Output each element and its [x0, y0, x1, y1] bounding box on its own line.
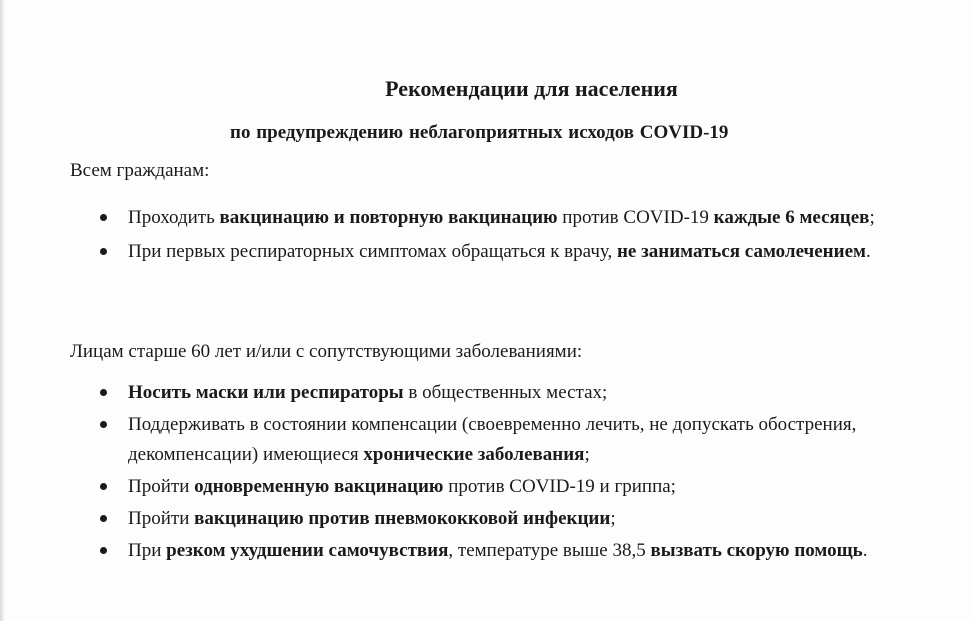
item-bold-text: не заниматься самолечением — [616, 241, 866, 262]
bullet-icon — [100, 515, 107, 522]
bullet-icon — [100, 248, 107, 255]
bullet-icon — [100, 421, 107, 428]
list-item — [98, 378, 918, 408]
item-text: Пройти — [128, 508, 195, 529]
item-bold-text: Носить маски или респираторы — [128, 382, 404, 403]
bullet-icon — [100, 389, 107, 396]
item-text: При — [128, 540, 167, 561]
document-subtitle: по предупреждению неблагоприятных исходов COVID-19 — [230, 122, 729, 143]
item-bold-text: вакцинацию против пневмококковой инфекции — [194, 508, 611, 529]
bullet-icon — [100, 547, 107, 554]
item-bold-text: каждые 6 месяцев — [713, 207, 870, 228]
item-text: ; — [610, 508, 616, 529]
item-text: . — [862, 540, 868, 561]
item-bold-text: вакцинацию и повторную вакцинацию — [219, 207, 558, 228]
section-heading-seniors: Лицам старше 60 лет и/или с сопутствующими заболеваниями: — [70, 341, 583, 362]
item-bold-text: одновременную вакцинацию — [194, 476, 444, 497]
list-item — [98, 237, 918, 267]
item-text: Пройти — [128, 476, 195, 497]
item-text: При первых респираторных симптомах обращаться к врачу, — [128, 241, 617, 262]
item-text: ; — [869, 207, 875, 228]
list-item — [98, 504, 918, 534]
document-title: Рекомендации для населения — [385, 76, 678, 101]
list-item — [98, 410, 918, 470]
bullet-list-all-citizens — [98, 203, 918, 271]
item-text: Проходить — [128, 207, 220, 228]
list-item — [98, 203, 918, 233]
item-text: Поддерживать в состоянии компенсации (своевременно лечить, не допускать обострения, декомпенсации) имеющиеся — [128, 414, 857, 465]
item-bold-text: хронические заболевания — [363, 444, 585, 465]
item-text: ; — [584, 444, 590, 465]
item-text: против COVID-19 и гриппа; — [443, 476, 676, 497]
item-text: в общественных местах; — [403, 382, 608, 403]
item-text: против COVID-19 — [557, 207, 714, 228]
item-text: , температуре выше 38,5 — [448, 540, 651, 561]
bullet-list-seniors — [98, 378, 918, 568]
item-text: . — [865, 241, 871, 262]
item-bold-text: резком ухудшении самочувствия — [166, 540, 449, 561]
section-heading-all-citizens: Всем гражданам: — [70, 160, 210, 181]
bullet-icon — [100, 483, 107, 490]
list-item — [98, 536, 918, 566]
bullet-icon — [100, 214, 107, 221]
item-bold-text: вызвать скорую помощь — [650, 540, 863, 561]
list-item — [98, 472, 918, 502]
